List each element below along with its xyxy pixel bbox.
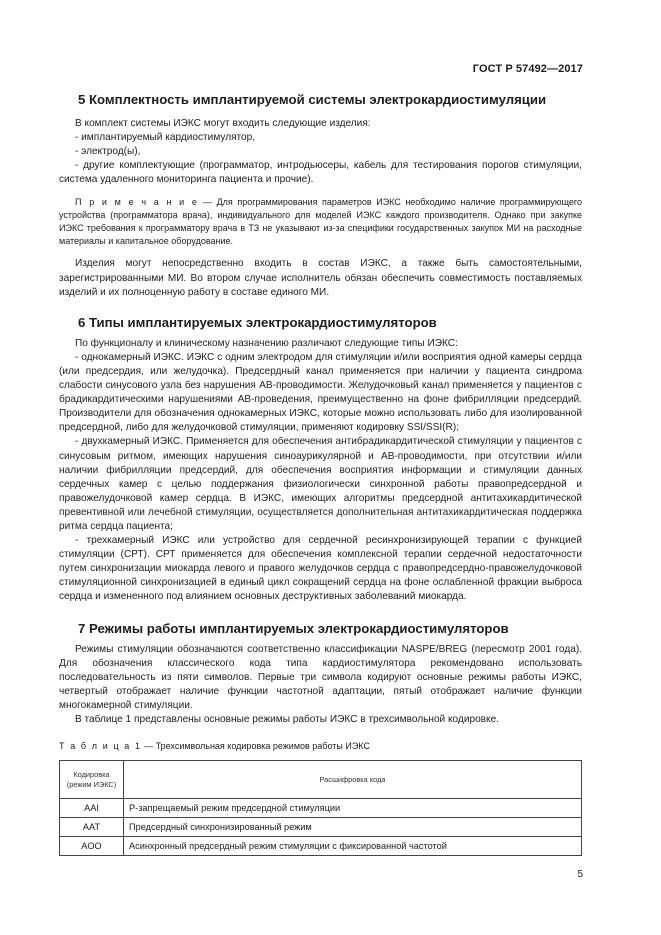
section-5-item: - электрод(ы), (75, 146, 141, 158)
section-6-item: - трехкамерный ИЭКС или устройство для сердечной ресинхронизирующей терапии с функцией стимуляции (СРТ). СРТ применяется для обеспечения комплексной терапии сердечной недостаточности путем синхронизации миокарда левого и правого желудочков сердца с правопредсердно-правожелудочковой стимуляционной синхронизацией в единый цикл сокращений сердца на фоне ослабленной фракции выброса сердца и измененного под влиянием основных деструктивных заболеваний миокарда. (59, 535, 582, 603)
modes-table (59, 760, 582, 856)
section-7-paragraph: Режимы стимуляции обозначаются соответственно классификации NASPE/BREG (пересмотр 2001 года). Для обозначения классического кода типа кардиостимулятора рекомендовано использовать последовательность из пяти символов. Первые три символа кодируют основные режимы работы ИЭКС, четвертый отображает наличие функции частотной адаптации, пятый отображает наличие функции многокамерной стимуляции. (59, 643, 582, 711)
table-row (60, 818, 582, 837)
column-header-code: Кодировка (режим ИЭКС) (60, 761, 124, 799)
section-6-item: - двухкамерный ИЭКС. Применяется для обеспечения антибрадикардитической стимуляции у пациентов с синусовым ритмом, имеющих нарушения синоаурикулярной и АВ-проводимости, при отсутствии и/или наличии фибрилляции предсердий, для обеспечения восприятия информации и стимуляции данных сердечных камер с целью поддержания физиологически синхронной работы правопредсердной и правожелудочковой камер сердца. В ИЭКС, имеющих алгоритмы предсердной антитахикардитической превентивной или лечебной стимуляции, осуществляется дополнительная антитахикардитическая поддержка ритма сердца пациента; (59, 436, 582, 532)
mode-code-cell: AAT (60, 818, 124, 837)
mode-description-cell: Р-запрещаемый режим предсердной стимуляции (124, 799, 582, 818)
section-5-item: - имплантируемый кардиостимулятор, (75, 132, 256, 144)
page-number: 5 (577, 869, 583, 880)
note-text: — Для программирования параметров ИЭКС необходимо наличие программирующего устройства (программатора врача), индивидуального для моделей ИЭКС каждого производителя. Однако при закупке ИЭКС требования к программатору врача в ТЗ не указывают из-за специфики государственных закупок МИ на расходные материалы и капитальное оборудование. (59, 197, 583, 247)
table-caption-text: — Трехсимвольная кодировка режимов работы ИЭКС (141, 741, 370, 752)
table-row (60, 799, 582, 818)
mode-description-cell: Асинхронный предсердный режим стимуляции с фиксированной частотой (124, 837, 582, 856)
section-6-intro: По функционалу и клиническому назначению различают следующие типы ИЭКС: (75, 337, 458, 349)
mode-code-cell: AAI (60, 799, 124, 818)
column-header-description: Расшифровка кода (124, 761, 582, 799)
section-5-final-paragraph: Изделия могут непосредственно входить в состав ИЭКС, а также быть самостоятельными, зарегистрированными МИ. Во втором случае исполнитель обязан обеспечить совместимость поставляемых изделий и их полноценную работу в составе единого МИ. (59, 258, 582, 298)
section-6-item: - однокамерный ИЭКС. ИЭКС с одним электродом для стимуляции и/или восприятия одной камеры сердца (или предсердия, или желудочка). Предсердный канал применяется при наличии у пациента синдрома слабости синусового узла без нарушения АВ-проводимости. Желудочковый канал применяется у пациентов с брадикардитическими нарушениями АВ-проведения, преимущественно на фоне фибрилляции предсердий. Производители для обозначения однокамерных ИЭКС, которые можно использовать либо для изолированной предсердной, либо для желудочковой стимуляции, применяют кодировку SSI/SSI(R); (59, 351, 582, 434)
mode-code-cell: AOO (60, 837, 124, 856)
section-5-note (59, 196, 582, 248)
section-6-heading: 6 Типы имплантируемых электрокардиостимуляторов (78, 314, 437, 330)
page-content (59, 92, 582, 856)
section-5-intro: В комплект системы ИЭКС могут входить следующие изделия: (75, 118, 371, 129)
table-caption-label: Т а б л и ц а 1 (59, 741, 142, 752)
mode-description-cell: Предсердный синхронизированный режим (124, 818, 582, 837)
table-row (60, 837, 582, 856)
section-5-heading: 5 Комплектность имплантируемой системы электрокардиостимуляции (78, 92, 547, 107)
section-7-heading: 7 Режимы работы имплантируемых электрокардиостимуляторов (78, 620, 509, 636)
section-7-paragraph: В таблице 1 представлены основные режимы работы ИЭКС в трехсимвольной кодировке. (75, 714, 499, 725)
document-id: ГОСТ Р 57492—2017 (472, 63, 583, 75)
table-caption (59, 740, 582, 752)
section-5-item: - другие комплектующие (программатор, интродьюсеры, кабель для тестирования порогов стимуляции, система удаленного мониторинга пациента и прочие). (59, 160, 582, 186)
note-label: П р и м е ч а н и е (75, 197, 199, 208)
table-header-row (60, 761, 582, 799)
